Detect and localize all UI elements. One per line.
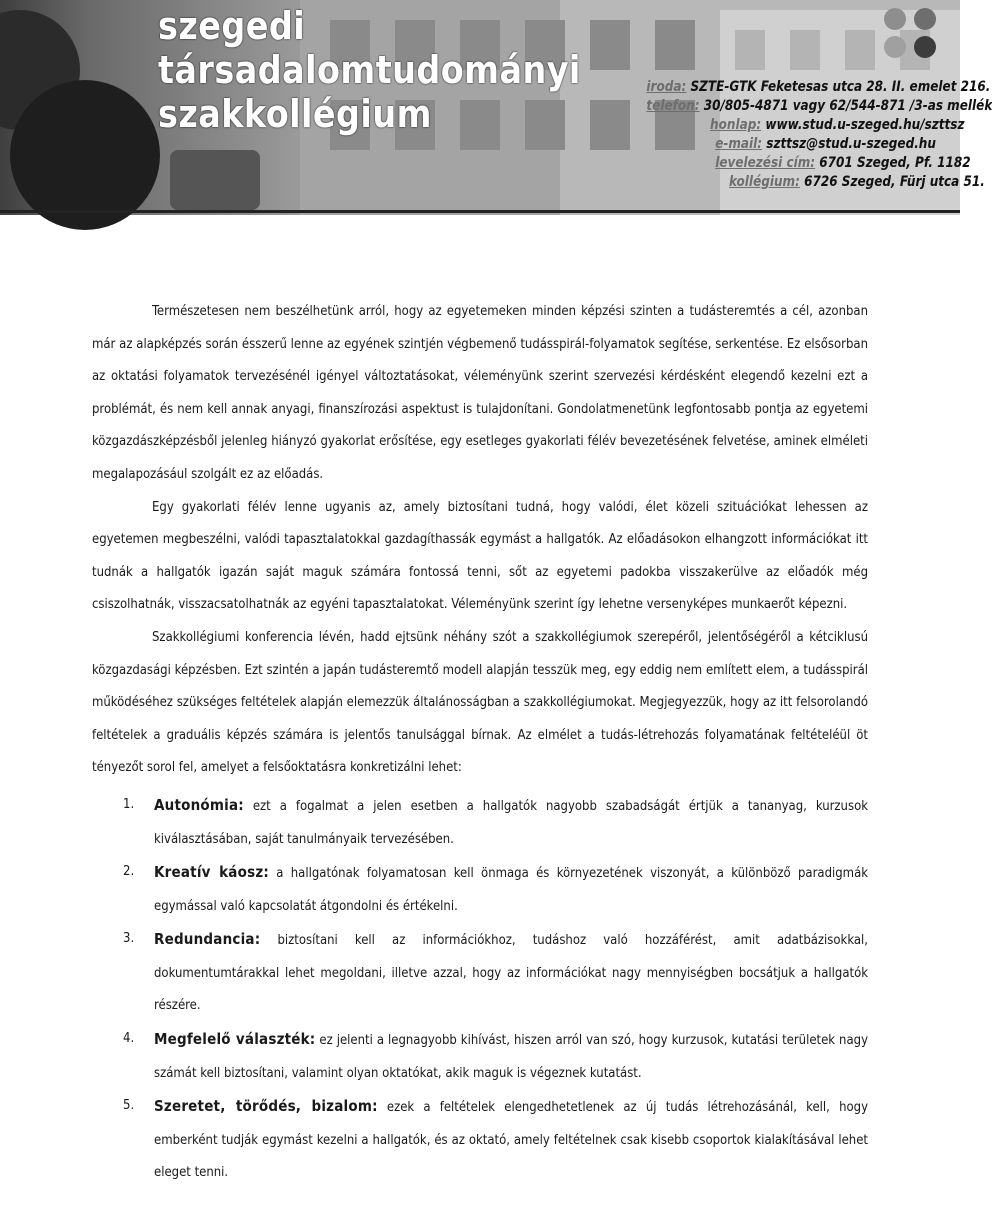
contact-label: e-mail: [715,136,763,152]
list-number: 1. [123,796,135,812]
list-number: 3. [123,931,135,947]
contact-value: szttsz@stud.u-szeged.hu [766,136,936,152]
contact-value: 30/805-4871 vagy 62/544-871 /3-as mellék [703,98,992,114]
document-body [92,296,868,1190]
list-number: 5. [123,1098,135,1114]
conditions-list [123,789,868,1190]
shape-circle [10,80,160,230]
contact-value: SZTE-GTK Feketesas utca 28. II. emelet 216. [690,79,991,95]
contact-label: kollégium: [728,174,800,190]
paragraph: Szakkollégiumi konferencia lévén, hadd ejtsünk néhány szót a szakkollégiumok szerepéről, jelentőségéről a kétciklusú közgazdasági képzésben. Ezt szintén a japán tudásteremtő modell alapján tesszük meg, egy eddig nem említett elem, a tudásspirál működéséhez szükséges feltételek alapján elemezzük általánosságban a szakkollégiumokat. Megjegyezzük, hogy az itt felsorolandó feltételek a graduális képzés számára is jelentős tanulsággal bírnak. Az elmélet a tudás-létrehozás folyamatának feltételéül öt tényezőt sorol fel, amelyet a felsőoktatásra konkretizálni lehet: [92,629,868,776]
list-text: ezt a fogalmat a jelen esetben a hallgatók nagyobb szabadságát értjük a tananyag, kurzusok kiválasztásában, saját tanulmányaik tervezésében. [154,798,868,847]
list-item [123,923,868,1023]
contact-value: www.stud.u-szeged.hu/szttsz [765,117,965,133]
list-item [123,1023,868,1090]
list-number: 2. [123,864,135,880]
list-term: Szeretet, törődés, bizalom: [154,1097,378,1116]
contact-row [646,78,990,97]
list-item [123,856,868,923]
list-text: biztosítani kell az információkhoz, tudáshoz való hozzáférést, amit adatbázisokkal, dokumentumtárakkal lehet megoldani, illetve azzal, hogy az információkat nagy mennyiségben bocsátjuk a hallgatók részére. [154,933,868,1014]
list-item [123,1090,868,1190]
logo-title [158,4,581,136]
logo-line: társadalomtudományi [158,48,581,92]
paragraph: Egy gyakorlati félév lenne ugyanis az, amely biztosítani tudná, hogy valódi, élet közeli szituációkat lehessen az egyetemen megbeszélni, valódi tapasztalatokkal gazdagíthassák egymást a hallgatók. Az előadásokon elhangzott információkat itt tudnák a hallgatók igazán saját maguk számára fontossá tenni, sőt az egyetemi padokba visszakerülve az előadók még csiszolhatnák, visszacsatolhatnák az egyéni tapasztalatokat. Véleményünk szerint így lehetne versenyképes munkaerőt képezni. [92,499,868,613]
contact-label: levelezési cím: [715,155,816,171]
list-text: ezek a feltételek elengedhetetlenek az új tudás létrehozásánál, kell, hogy emberként tudják egymást kezelni a hallgatók, és az oktató, amely feltételnek csak kisebb csoportok kialakításával lehet eleget tenni. [154,1100,868,1181]
contact-label: honlap: [710,117,762,133]
list-term: Kreatív káosz: [154,863,269,882]
shape-rect [170,150,260,210]
contact-label: iroda: [646,79,687,95]
contact-value: 6726 Szeged, Fürj utca 51. [804,174,985,190]
list-term: Autonómia: [154,795,244,814]
paragraph: Természetesen nem beszélhetünk arról, hogy az egyetemeken minden képzési szinten a tudásteremtés a cél, azonban már az alapképzés során ésszerű lenne az egyének szintjén végbemenő tudásspirál-folyamatok segítése, serkentése. Ez elsősorban az oktatási folyamatok tervezésénél igényel változtatásokat, véleményünk szerint szervezési kérdésként elegendő kezelni ezt a problémát, és nem kell annak anyagi, finanszírozási aspektust is tulajdonítani. Gondolatmenetünk legfontosabb pontja az egyetemi közgazdászképzésből jelenleg hiányzó gyakorlat erősítése, egy esetleges gyakorlati félév bevezetésének felvetése, aminek elméleti megalapozásául szolgált ez az előadás. [92,304,868,482]
list-text: ez jelenti a legnagyobb kihívást, hiszen arról van szó, hogy kurzusok, kutatási területek nagy számát kell biztosítani, valamint olyan oktatókat, akik maguk is végeznek kutatást. [154,1033,868,1081]
list-text: a hallgatónak folyamatosan kell önmaga és környezetének viszonyát, a különböző paradigmák egymással való kapcsolatát átgondolni és értékelni. [154,866,869,914]
list-term: Megfelelő választék: [154,1030,316,1049]
contact-label: telefon: [646,98,700,114]
contact-row [715,135,936,154]
contact-row [710,116,964,135]
contact-row [646,97,992,116]
logo-line: szegedi [158,4,306,48]
contact-row [715,154,970,173]
list-number: 4. [123,1031,135,1047]
header-banner [0,0,992,215]
header-divider [0,210,960,213]
contact-value: 6701 Szeged, Pf. 1182 [819,155,971,171]
logo-line: szakkollégium [158,92,432,136]
list-term: Redundancia: [154,930,261,949]
list-item [123,789,868,856]
contact-row [729,173,985,192]
